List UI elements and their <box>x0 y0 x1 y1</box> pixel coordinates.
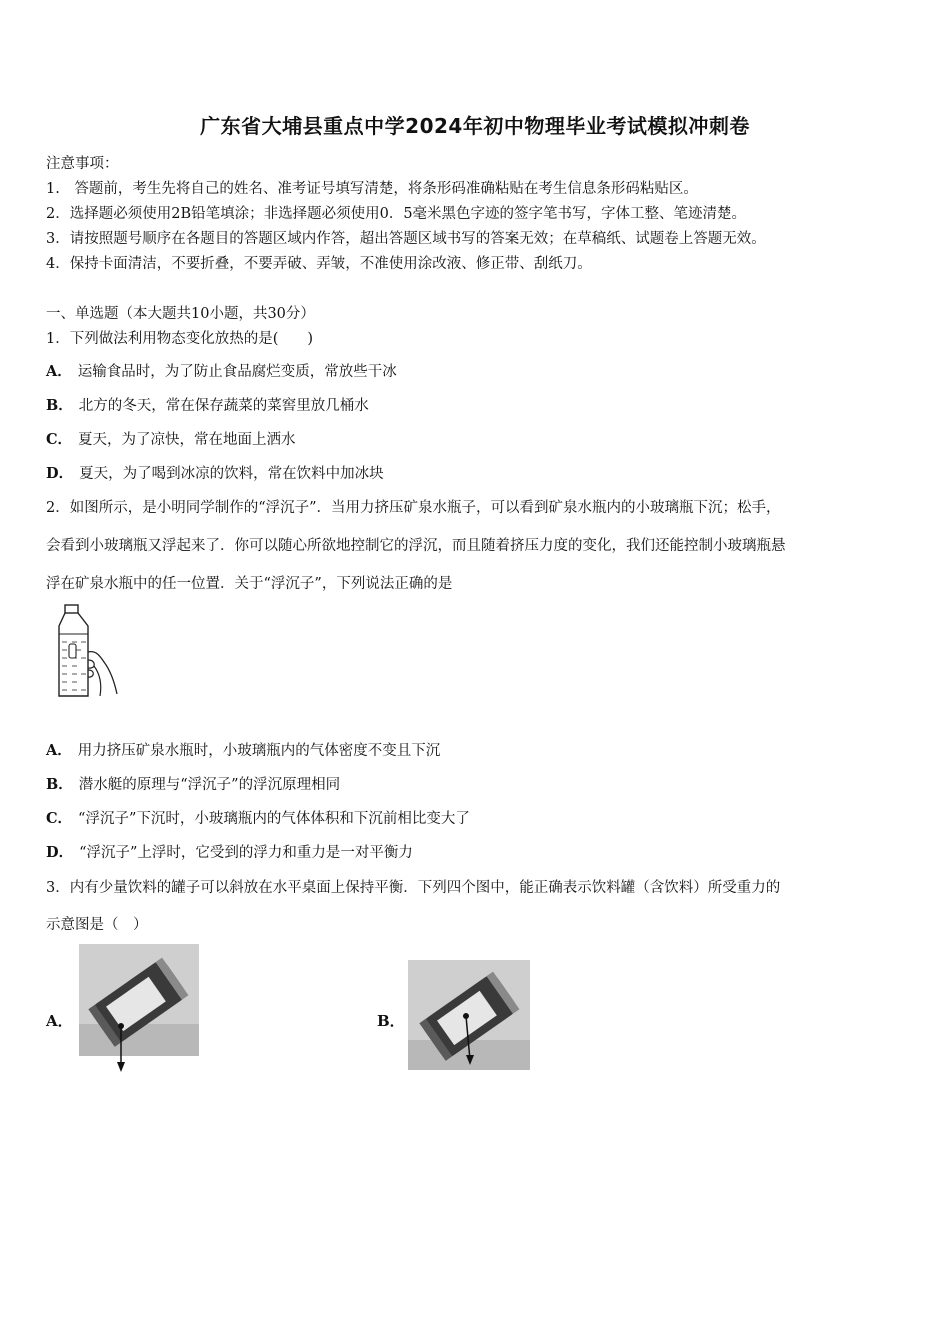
notice-item: 1. 答题前，考生先将自己的姓名、准考证号填写清楚，将条形码准确粘贴在考生信息条形码粘贴区。 <box>46 181 698 197</box>
option-label: D． <box>46 465 74 482</box>
question-option <box>46 394 369 415</box>
figure-label-b: B． <box>377 1012 405 1030</box>
question-option <box>46 428 296 449</box>
notice-item: 2．选择题必须使用2B铅笔填涂；非选择题必须使用0．5毫米黑色字迹的签字笔书写，字体工整、笔迹清楚。 <box>46 206 747 222</box>
option-text: “浮沉子”上浮时，它受到的浮力和重力是一对平衡力 <box>79 845 413 861</box>
question-stem: 1．下列做法利用物态变化放热的是( ) <box>46 331 314 347</box>
figure-label-a: A． <box>46 1012 73 1030</box>
question-option <box>46 773 340 794</box>
question-stem-line: 3．内有少量饮料的罐子可以斜放在水平桌面上保持平衡．下列四个图中，能正确表示饮料罐（含饮料）所受重力的 <box>46 880 781 896</box>
option-label: D． <box>46 844 74 861</box>
option-label: B． <box>46 397 73 414</box>
notice-heading: 注意事项： <box>46 156 119 172</box>
tilted-can-figure-b <box>408 960 530 1072</box>
tilted-can-figure-a <box>79 944 199 1074</box>
option-text: 夏天，为了凉快，常在地面上洒水 <box>78 432 296 448</box>
question-stem-line: 2．如图所示，是小明同学制作的“浮沉子”．当用力挤压矿泉水瓶子，可以看到矿泉水瓶内的小玻璃瓶下沉；松手， <box>46 500 781 516</box>
question-stem-line: 浮在矿泉水瓶中的任一位置．关于“浮沉子”，下列说法正确的是 <box>46 576 453 592</box>
question-stem-line: 会看到小玻璃瓶又浮起来了．你可以随心所欲地控制它的浮沉，而且随着挤压力度的变化，我们还能控制小玻璃瓶悬 <box>46 538 786 554</box>
question-stem-line: 示意图是（ ） <box>46 917 148 933</box>
question-option <box>46 739 440 760</box>
page-title: 广东省大埔县重点中学2024年初中物理毕业考试模拟冲刺卷 <box>200 114 750 138</box>
option-label: C． <box>46 431 73 448</box>
option-text: 潜水艇的原理与“浮沉子”的浮沉原理相同 <box>78 777 341 793</box>
option-label: B． <box>46 776 73 793</box>
notice-item: 3．请按照题号顺序在各题目的答题区域内作答，超出答题区域书写的答案无效；在草稿纸、试题卷上答题无效。 <box>46 231 766 247</box>
option-label: A． <box>46 363 72 380</box>
option-label: C． <box>46 810 73 827</box>
option-text: 运输食品时，为了防止食品腐烂变质，常放些干冰 <box>77 364 397 380</box>
option-text: 用力挤压矿泉水瓶时，小玻璃瓶内的气体密度不变且下沉 <box>77 743 441 759</box>
option-text: “浮沉子”下沉时，小玻璃瓶内的气体体积和下沉前相比变大了 <box>78 811 470 827</box>
option-text: 北方的冬天，常在保存蔬菜的菜窖里放几桶水 <box>78 398 369 414</box>
section-heading: 一、单选题（本大题共10小题，共30分） <box>46 306 315 322</box>
option-text: 夏天，为了喝到冰凉的饮料，常在饮料中加冰块 <box>79 466 384 482</box>
option-label: A． <box>46 742 72 759</box>
question-option <box>46 360 397 381</box>
question-option <box>46 841 413 862</box>
question-option <box>46 462 384 483</box>
cartesian-diver-figure <box>54 604 124 700</box>
notice-item: 4．保持卡面清洁，不要折叠，不要弄破、弄皱，不准使用涂改液、修正带、刮纸刀。 <box>46 256 592 272</box>
question-option <box>46 807 470 828</box>
